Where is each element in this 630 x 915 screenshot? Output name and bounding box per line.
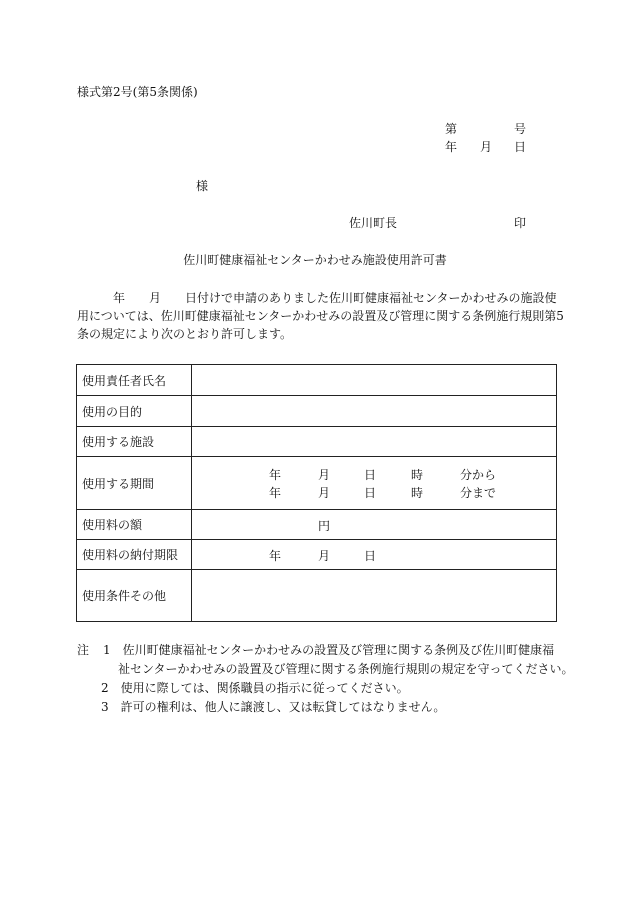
deadline-year: 年 bbox=[269, 549, 282, 563]
statement-line-3: 条の規定により次のとおり許可します。 bbox=[77, 327, 293, 341]
table-row bbox=[77, 427, 557, 457]
table-row bbox=[77, 540, 557, 570]
period-start-day: 日 bbox=[364, 468, 377, 482]
statement-line-1 bbox=[77, 289, 557, 307]
note-3-number: 3 bbox=[101, 700, 109, 714]
value-purpose bbox=[192, 396, 557, 427]
row-label-responsible-person: 使用責任者氏名 bbox=[77, 365, 192, 396]
period-start-year: 年 bbox=[269, 468, 282, 482]
note-1-text-1: 佐川町健康福祉センターかわせみの設置及び管理に関する条例及び佐川町健康福 bbox=[122, 643, 555, 657]
row-label-period: 使用する期間 bbox=[77, 457, 192, 510]
row-label-purpose: 使用の目的 bbox=[77, 396, 192, 427]
period-end-minute: 分まで bbox=[460, 486, 497, 500]
note-1-line-1 bbox=[77, 641, 567, 660]
period-end-year: 年 bbox=[269, 486, 282, 500]
form-number: 様式第2号(第5条関係) bbox=[77, 85, 198, 99]
row-label-payment-deadline: 使用料の納付期限 bbox=[77, 540, 192, 570]
value-payment-deadline bbox=[192, 540, 557, 570]
table-row bbox=[77, 457, 557, 510]
note-1-number: 1 bbox=[103, 643, 111, 657]
period-end-day: 日 bbox=[364, 486, 377, 500]
deadline-month: 月 bbox=[318, 549, 331, 563]
period-end-hour: 時 bbox=[411, 486, 424, 500]
issuer-name: 佐川町長 bbox=[349, 216, 398, 230]
value-fee bbox=[192, 510, 557, 540]
note-3-text: 許可の権利は、他人に譲渡し、又は転貸してはなりません。 bbox=[120, 700, 446, 714]
period-start-hour: 時 bbox=[411, 468, 424, 482]
row-label-facility: 使用する施設 bbox=[77, 427, 192, 457]
note-2-text: 使用に際しては、関係職員の指示に従ってください。 bbox=[120, 681, 409, 695]
value-facility bbox=[192, 427, 557, 457]
table-row bbox=[77, 510, 557, 540]
document-number-label: 第 bbox=[445, 122, 458, 136]
permit-statement bbox=[77, 289, 564, 343]
note-2 bbox=[77, 679, 567, 698]
value-responsible-person bbox=[192, 365, 557, 396]
period-start bbox=[192, 465, 556, 483]
table-row bbox=[77, 365, 557, 396]
statement-year: 年 bbox=[113, 291, 126, 305]
notes-prefix: 注 bbox=[77, 643, 90, 657]
value-conditions bbox=[192, 570, 557, 622]
note-3 bbox=[77, 698, 567, 717]
issue-date-month: 月 bbox=[480, 140, 493, 154]
deadline-cell bbox=[192, 540, 556, 569]
statement-line-2: 用については、佐川町健康福祉センターかわせみの設置及び管理に関する条例施行規則第5 bbox=[77, 309, 564, 323]
table-row bbox=[77, 396, 557, 427]
table-row bbox=[77, 570, 557, 622]
period-end bbox=[192, 483, 556, 501]
issue-date-year: 年 bbox=[445, 140, 458, 154]
period-start-month: 月 bbox=[318, 468, 331, 482]
document-title: 佐川町健康福祉センターかわせみ施設使用許可書 bbox=[183, 253, 447, 267]
period-start-minute: 分から bbox=[460, 468, 497, 482]
addressee-suffix: 様 bbox=[196, 179, 209, 193]
statement-month: 月 bbox=[149, 291, 162, 305]
document-number-suffix: 号 bbox=[514, 122, 527, 136]
note-2-number: 2 bbox=[101, 681, 109, 695]
period-end-month: 月 bbox=[318, 486, 331, 500]
deadline-day: 日 bbox=[364, 549, 377, 563]
value-period bbox=[192, 457, 557, 510]
note-1-line-2 bbox=[77, 660, 574, 679]
fee-unit: 円 bbox=[318, 519, 331, 533]
statement-line-1-text: 日付けで申請のありました佐川町健康福祉センターかわせみの施設使 bbox=[185, 291, 557, 305]
notes-section bbox=[77, 641, 574, 717]
fee-cell bbox=[192, 510, 556, 539]
permit-details-table bbox=[76, 364, 557, 622]
row-label-fee: 使用料の額 bbox=[77, 510, 192, 540]
note-1-text-2: 祉センターかわせみの設置及び管理に関する条例施行規則の規定を守ってください。 bbox=[118, 662, 574, 676]
row-label-conditions: 使用条件その他 bbox=[77, 570, 192, 622]
issue-date-day: 日 bbox=[514, 140, 527, 154]
seal-mark: 印 bbox=[514, 216, 527, 230]
